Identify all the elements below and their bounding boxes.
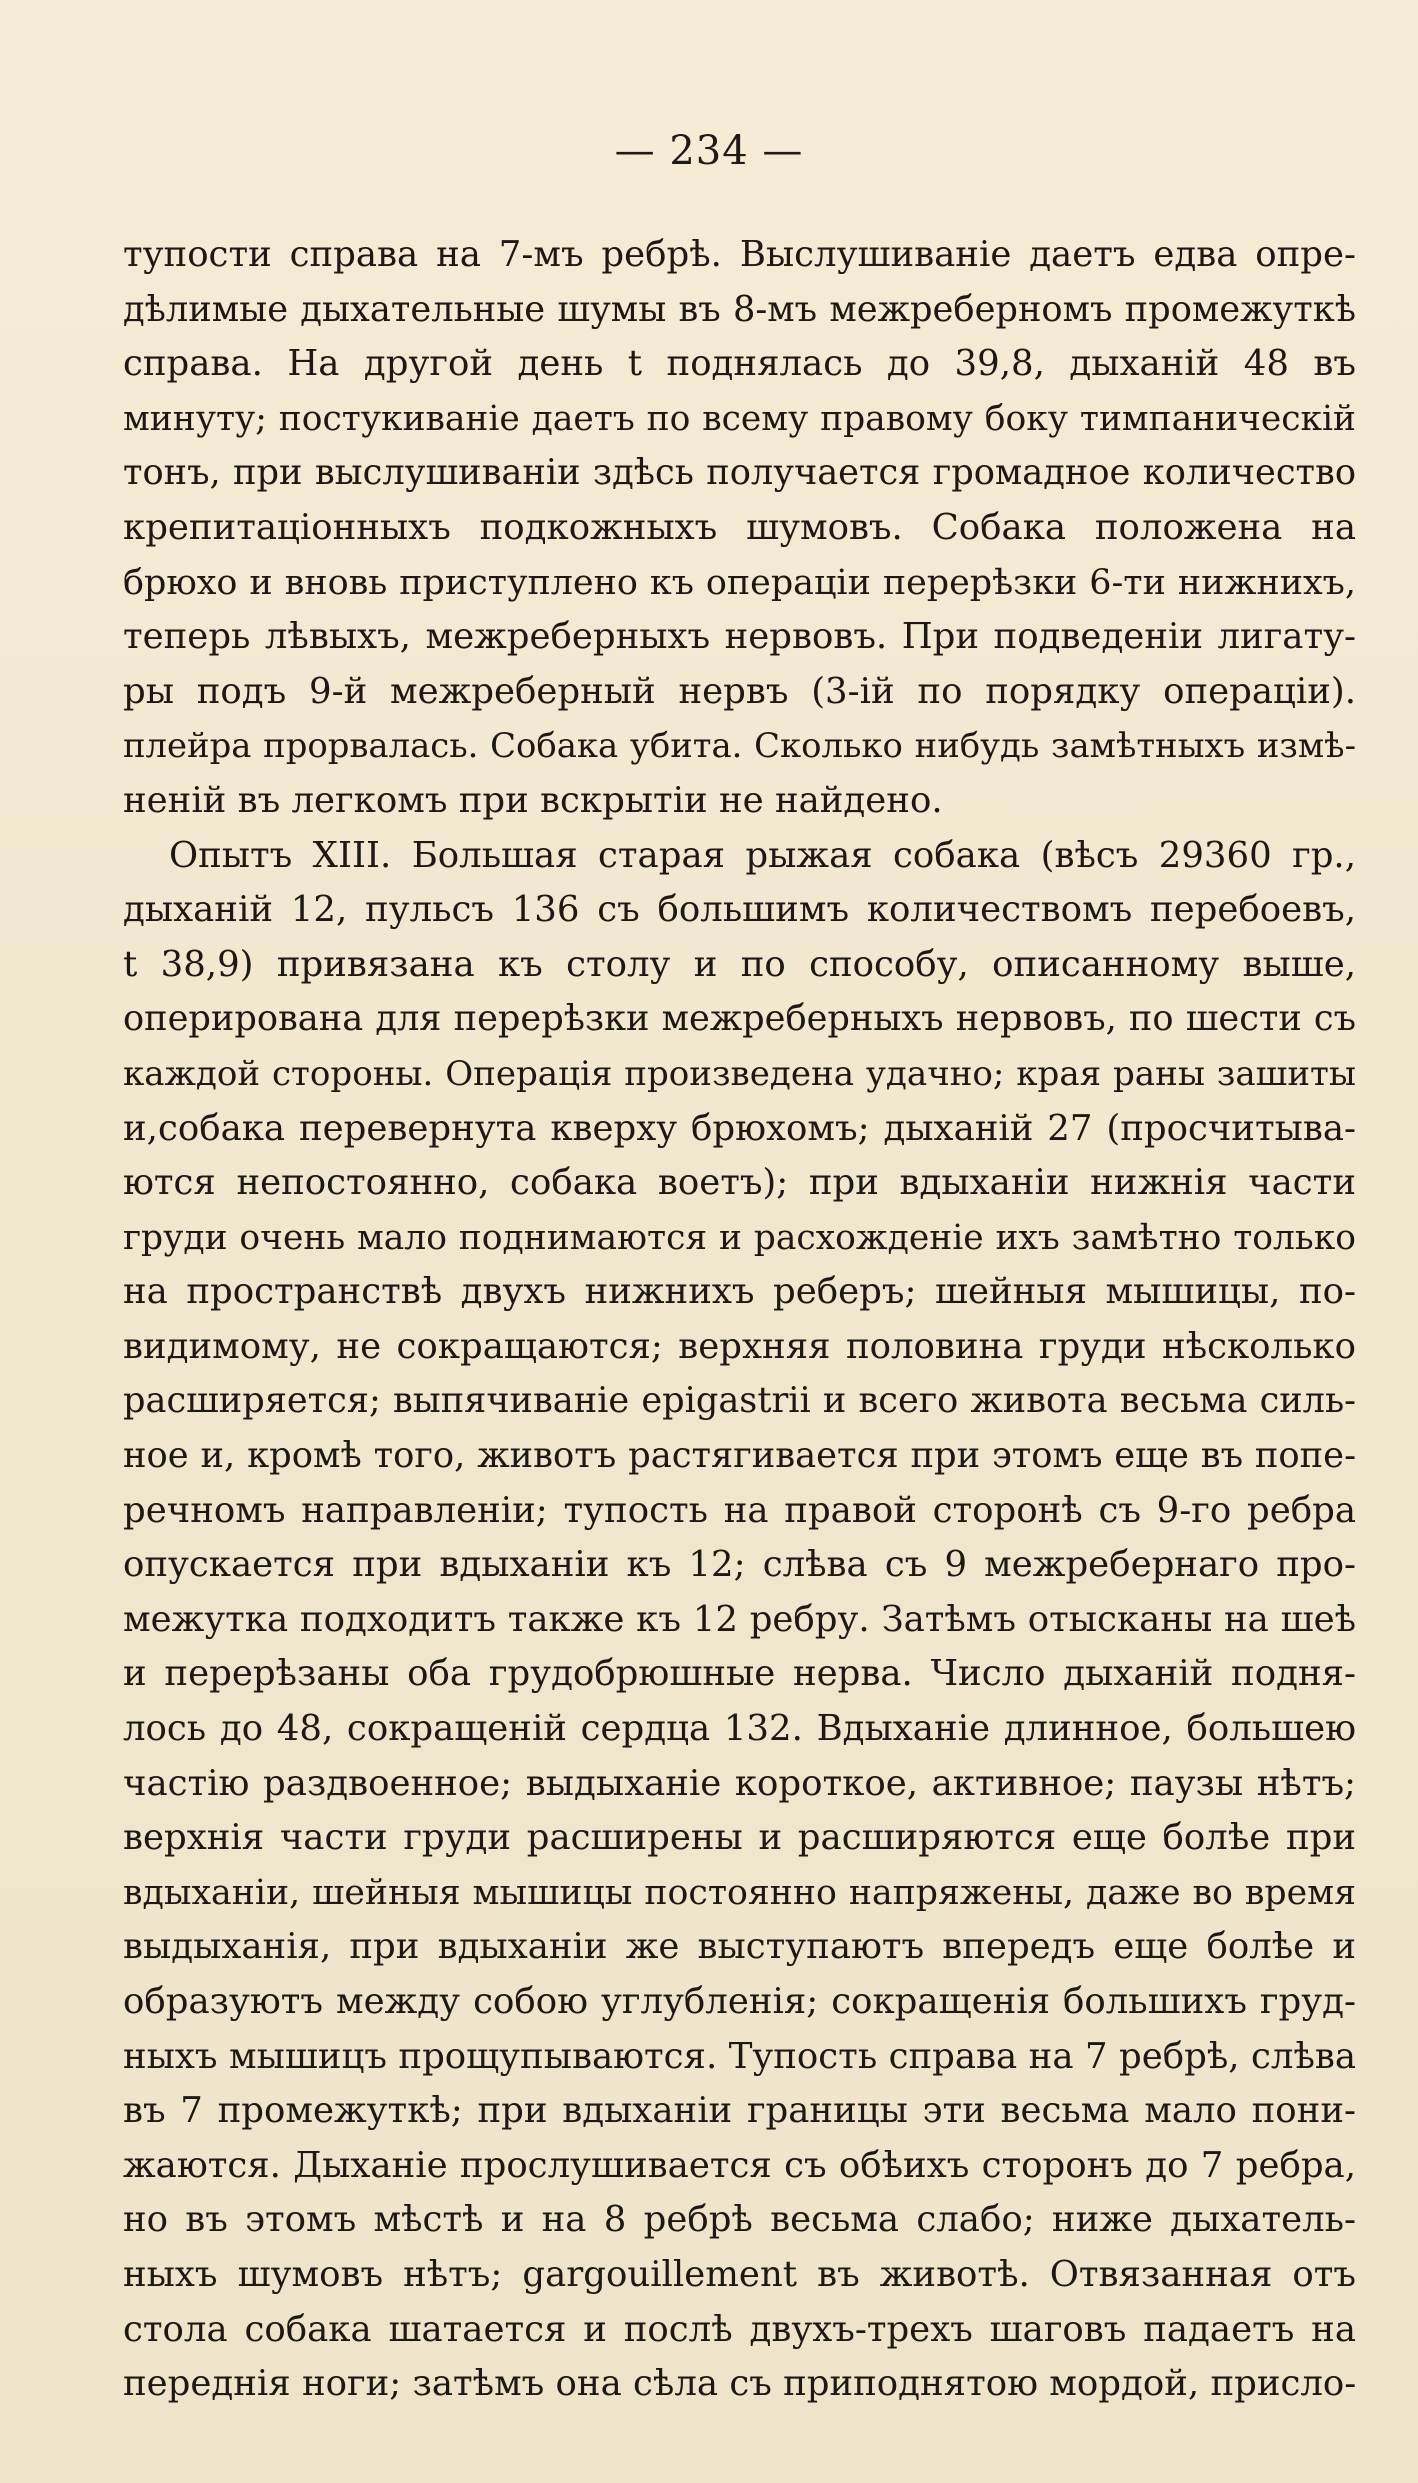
- text-line: но въ этомъ мѣстѣ и на 8 ребрѣ весьма слабо; ниже дыхатель-: [123, 2199, 1356, 2241]
- text-line: видимому, не сокращаются; верхняя половина груди нѣсколько: [123, 1325, 1356, 1367]
- text-line: въ 7 промежуткѣ; при вдыханіи границы эти весьма мало пони-: [123, 2090, 1356, 2132]
- text-line: и,собака перевернута кверху брюхомъ; дыханій 27 (просчитыва-: [123, 1107, 1356, 1149]
- text-line: ное и, кромѣ того, животъ растягивается при этомъ еще въ попе-: [123, 1435, 1356, 1477]
- text-line: дѣлимые дыхательные шумы въ 8-мъ межреберномъ промежуткѣ: [123, 288, 1356, 330]
- text-line: вдыханіи, шейныя мышицы постоянно напряжены, даже во время: [123, 1872, 1356, 1913]
- text-line: стола собака шатается и послѣ двухъ-трехъ шаговъ падаетъ на: [123, 2308, 1356, 2350]
- text-line: образуютъ между собою углубленія; сокращенія большихъ груд-: [123, 1981, 1356, 2022]
- text-line: на пространствѣ двухъ нижнихъ реберъ; шейныя мышицы, по-: [123, 1271, 1356, 1313]
- text-line: верхнія части груди расширены и расширяются еще болѣе при: [123, 1817, 1356, 1859]
- text-line: речномъ направленіи; тупость на правой сторонѣ съ 9-го ребра: [123, 1489, 1356, 1531]
- text-line: дыханій 12, пульсъ 136 съ большимъ количествомъ перебоевъ,: [123, 889, 1356, 931]
- text-line: переднія ноги; затѣмъ она сѣла съ приподнятою мордой, присло-: [123, 2363, 1356, 2405]
- text-line: опускается при вдыханіи къ 12; слѣва съ 9 межребернаго про-: [123, 1544, 1356, 1586]
- page-number: — 234 —: [614, 128, 804, 174]
- text-line: брюхо и вновь приступлено къ операціи перерѣзки 6-ти нижнихъ,: [123, 562, 1356, 603]
- text-line: Опытъ XIII. Большая старая рыжая собака (вѣсъ 29360 гр.,: [169, 834, 1356, 876]
- text-line: жаются. Дыханіе прослушивается съ обѣихъ сторонъ до 7 ребра,: [123, 2144, 1356, 2186]
- text-line: t 38,9) привязана къ столу и по способу, описанному выше,: [123, 943, 1356, 985]
- text-line: ныхъ шумовъ нѣтъ; gargouillement въ животѣ. Отвязанная отъ: [123, 2253, 1356, 2295]
- text-line: межутка подходитъ также къ 12 ребру. Затѣмъ отысканы на шеѣ: [123, 1598, 1356, 1640]
- text-line: и перерѣзаны оба грудобрюшные нерва. Число дыханій подня-: [123, 1653, 1356, 1695]
- text-line: частію раздвоенное; выдыханіе короткое, активное; паузы нѣтъ;: [123, 1762, 1356, 1804]
- text-line: ры подъ 9-й межреберный нервъ (3-ій по порядку операціи).: [123, 670, 1356, 712]
- text-line: неній въ легкомъ при вскрытіи не найдено.: [123, 779, 943, 821]
- text-line: тупости справа на 7-мъ ребрѣ. Выслушиваніе даетъ едва опре-: [123, 234, 1356, 275]
- text-line: минуту; постукиваніе даетъ по всему правому боку тимпаническій: [123, 398, 1356, 439]
- text-line: расширяется; выпячиваніе epigastrii и всего живота весьма силь-: [123, 1380, 1356, 1422]
- body-text: [123, 228, 1356, 2412]
- text-line: груди очень мало поднимаются и расхожденіе ихъ замѣтно только: [123, 1217, 1356, 1258]
- text-line: каждой стороны. Операція произведена удачно; края раны зашиты: [123, 1053, 1356, 1094]
- text-line: теперь лѣвыхъ, межреберныхъ нервовъ. При подведеніи лигату-: [123, 616, 1356, 658]
- text-line: тонъ, при выслушиваніи здѣсь получается громадное количество: [123, 452, 1356, 494]
- text-line: крепитаціонныхъ подкожныхъ шумовъ. Собака положена на: [123, 506, 1356, 548]
- text-line: выдыханія, при вдыханіи же выступаютъ впередъ еще болѣе и: [123, 1926, 1356, 1968]
- text-line: ныхъ мышицъ прощупываются. Тупость справа на 7 ребрѣ, слѣва: [123, 2035, 1356, 2077]
- text-line: лось до 48, сокращеній сердца 132. Вдыханіе длинное, большею: [123, 1708, 1356, 1750]
- text-line: ются непостоянно, собака воетъ); при вдыханіи нижнія части: [123, 1162, 1356, 1204]
- text-line: оперирована для перерѣзки межреберныхъ нервовъ, по шести съ: [123, 998, 1356, 1040]
- text-line: справа. На другой день t поднялась до 39,8, дыханій 48 въ: [123, 343, 1356, 385]
- text-line: плейра прорвалась. Собака убита. Сколько нибудь замѣтныхъ измѣ-: [123, 726, 1356, 766]
